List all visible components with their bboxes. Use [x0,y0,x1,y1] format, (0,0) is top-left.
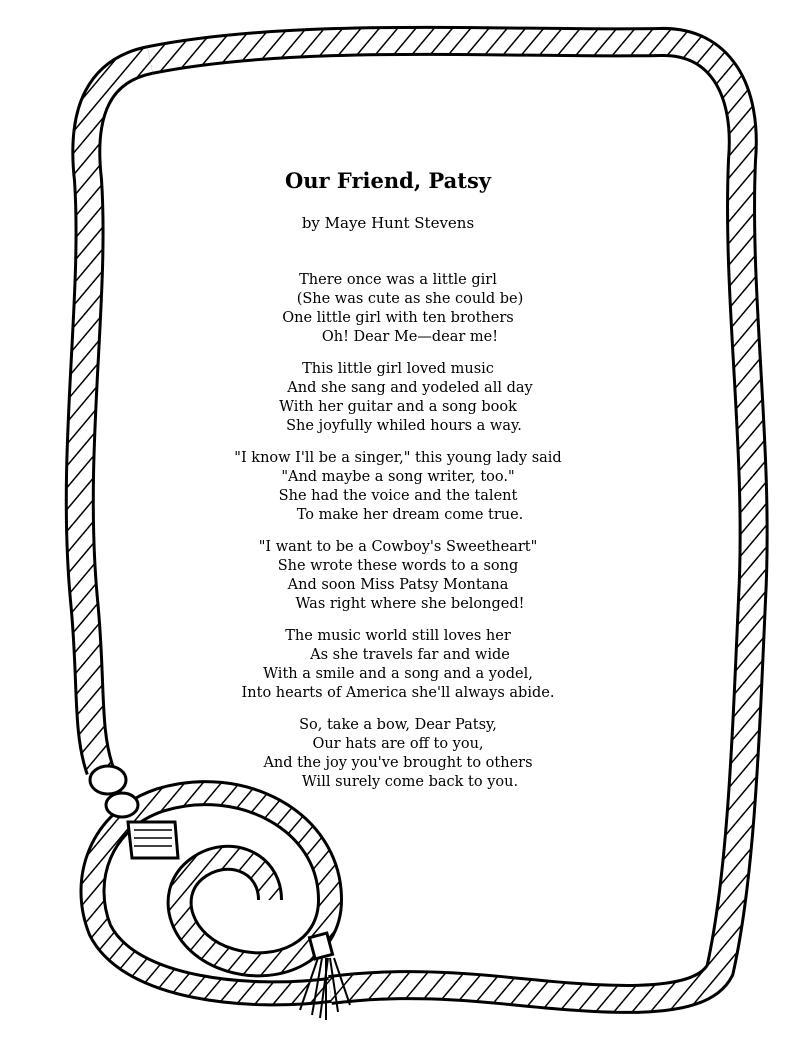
poem-line: So, take a bow, Dear Patsy, [299,717,497,733]
poem-line: She joyfully whiled hours a way. [286,418,522,434]
poem-line: As she travels far and wide [310,647,510,663]
poem-line: To make her dream come true. [296,507,524,523]
poem-byline: by Maye Hunt Stevens [301,214,475,232]
poem-line: And the joy you've brought to others [263,755,533,771]
stanza [0,271,796,360]
stanza [0,538,796,627]
poem-line: The music world still loves her [285,628,511,644]
poem-line: Oh! Dear Me—dear me! [321,329,499,345]
poem-line: With a smile and a song and a yodel, [263,666,533,682]
poem-line: "I know I'll be a singer," this young lady said [234,450,562,466]
poem-line: With her guitar and a song book [279,399,517,415]
stanza [0,360,796,449]
poem-line: One little girl with ten brothers [282,310,514,326]
poem-line: And soon Miss Patsy Montana [287,577,509,593]
poem-line: (She was cute as she could be) [296,291,524,307]
poem-line: And she sang and yodeled all day [287,380,533,396]
poem-line: This little girl loved music [302,361,494,377]
poem-line: Into hearts of America she'll always abide. [241,685,555,701]
poem-line: Our hats are off to you, [312,736,484,752]
poem-line: Will surely come back to you. [301,774,519,790]
stanza [0,449,796,538]
stanza [0,716,796,805]
poem-line: She wrote these words to a song [277,558,519,574]
stanza [0,627,796,716]
poem-line: Was right where she belonged! [295,596,525,612]
poem-title: Our Friend, Patsy [284,168,491,193]
poem-line: There once was a little girl [299,272,497,288]
poem-line: "And maybe a song writer, too." [281,469,515,485]
poem-line: "I want to be a Cowboy's Sweetheart" [258,539,538,555]
poem-line: She had the voice and the talent [278,488,518,504]
poem-body [0,271,796,805]
